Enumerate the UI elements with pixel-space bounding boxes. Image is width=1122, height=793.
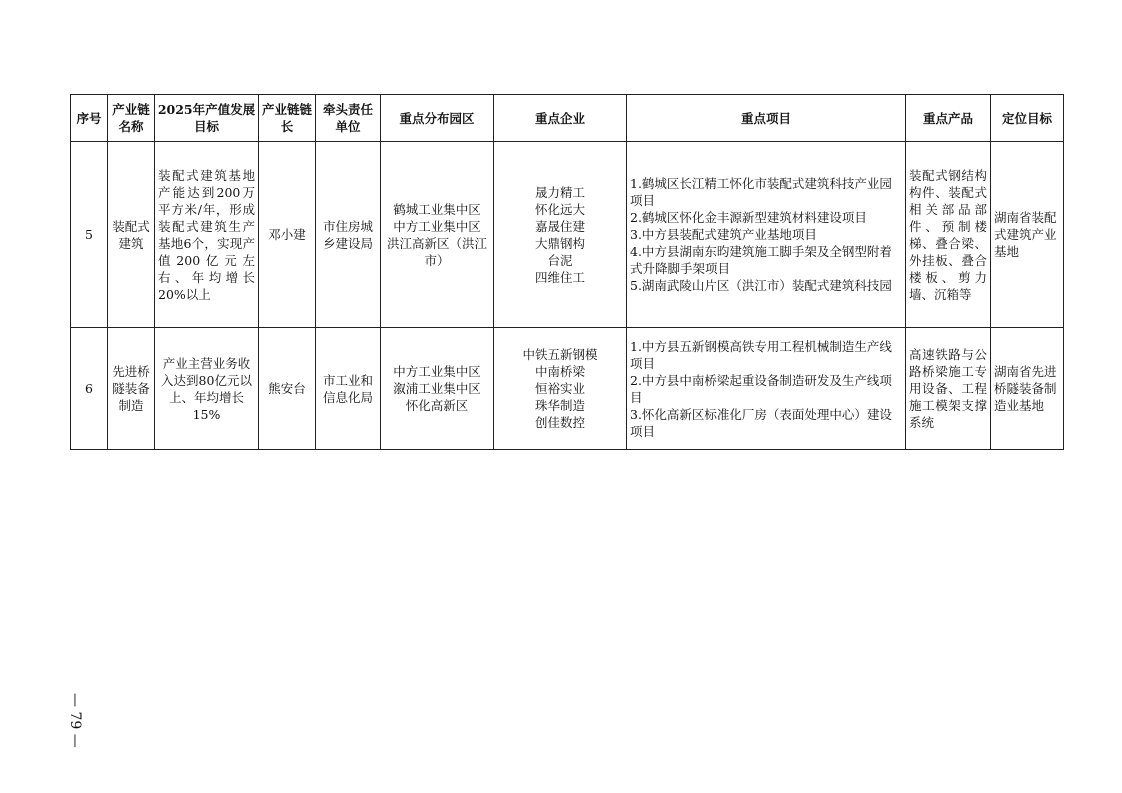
seq-cell: 6 bbox=[71, 328, 108, 450]
company-item: 大鼎钢构 bbox=[534, 235, 585, 251]
chain-name-cell: 先进桥隧装备制造 bbox=[108, 328, 155, 450]
products-cell: 高速铁路与公路桥梁施工专用设备、工程施工模架支撑系统 bbox=[906, 328, 991, 450]
park-item: 怀化高新区 bbox=[405, 398, 469, 413]
company-item: 嘉晟住建 bbox=[534, 218, 585, 234]
company-item: 创佳数控 bbox=[534, 415, 585, 430]
products-cell: 装配式钢结构构件、装配式相关部品部件、预制楼梯、叠合梁、外挂板、叠合楼板、剪力墙、沉箱等 bbox=[906, 142, 991, 328]
park-item: 洪江高新区（洪江市） bbox=[386, 235, 487, 268]
company-item: 中南桥梁 bbox=[534, 364, 585, 379]
project-item: 2.鹤城区怀化金丰源新型建筑材料建设项目 bbox=[630, 210, 867, 225]
header-parks: 重点分布园区 bbox=[381, 95, 494, 142]
project-item: 3.中方县装配式建筑产业基地项目 bbox=[630, 227, 817, 242]
parks-cell bbox=[381, 328, 494, 450]
header-companies: 重点企业 bbox=[494, 95, 627, 142]
company-item: 珠华制造 bbox=[534, 398, 585, 413]
company-item: 四维住工 bbox=[534, 269, 585, 285]
projects-cell bbox=[627, 142, 906, 328]
company-item: 晟力精工 bbox=[534, 184, 585, 200]
company-item: 恒裕实业 bbox=[534, 381, 585, 396]
project-item: 2.中方县中南桥梁起重设备制造研发及生产线项目 bbox=[630, 372, 892, 405]
header-row bbox=[71, 95, 1064, 142]
project-item: 1.中方县五新钢模高铁专用工程机械制造生产线项目 bbox=[630, 338, 892, 371]
seq-cell: 5 bbox=[71, 142, 108, 328]
header-projects: 重点项目 bbox=[627, 95, 906, 142]
parks-cell bbox=[381, 142, 494, 328]
company-item: 中铁五新钢模 bbox=[522, 347, 598, 362]
project-item: 3.怀化高新区标准化厂房（表面处理中心）建设项目 bbox=[630, 406, 892, 439]
project-item: 4.中方县湖南东昀建筑施工脚手架及全钢型附着式升降脚手架项目 bbox=[630, 244, 892, 276]
projects-cell bbox=[627, 328, 906, 450]
companies-cell bbox=[494, 328, 627, 450]
park-item: 溆浦工业集中区 bbox=[393, 381, 481, 396]
goal-cell: 湖南省装配式建筑产业基地 bbox=[991, 142, 1064, 328]
project-item: 5.湖南武陵山片区（洪江市）装配式建筑科技园 bbox=[630, 278, 892, 293]
companies-cell bbox=[494, 142, 627, 328]
header-seq: 序号 bbox=[71, 95, 108, 142]
company-item: 怀化远大 bbox=[534, 201, 585, 217]
page-number: — 79 — bbox=[67, 693, 83, 748]
industry-chain-table bbox=[70, 94, 1064, 450]
target-cell: 产业主营业务收入达到80亿元以上、年均增长15% bbox=[155, 328, 259, 450]
leader-cell: 熊安台 bbox=[259, 328, 316, 450]
header-products: 重点产品 bbox=[906, 95, 991, 142]
goal-cell: 湖南省先进桥隧装备制造业基地 bbox=[991, 328, 1064, 450]
unit-cell: 市工业和信息化局 bbox=[316, 328, 381, 450]
project-item: 1.鹤城区长江精工怀化市装配式建筑科技产业园项目 bbox=[630, 176, 892, 208]
leader-cell: 邓小建 bbox=[259, 142, 316, 328]
company-item: 台泥 bbox=[547, 252, 573, 268]
header-target: 2025年产值发展目标 bbox=[155, 95, 259, 142]
header-leader: 产业链链长 bbox=[259, 95, 316, 142]
target-cell: 装配式建筑基地产能达到200万平方米/年，形成装配式建筑生产基地6个，实现产值200亿元左右、年均增长20%以上 bbox=[155, 142, 259, 328]
unit-cell: 市住房城乡建设局 bbox=[316, 142, 381, 328]
park-item: 中方工业集中区 bbox=[393, 364, 481, 379]
table-row bbox=[71, 328, 1064, 450]
header-goal: 定位目标 bbox=[991, 95, 1064, 142]
park-item: 鹤城工业集中区 bbox=[393, 201, 481, 217]
park-item: 中方工业集中区 bbox=[393, 218, 481, 234]
header-chain: 产业链名称 bbox=[108, 95, 155, 142]
table-row bbox=[71, 142, 1064, 328]
header-unit: 牵头责任单位 bbox=[316, 95, 381, 142]
chain-name-cell: 装配式建筑 bbox=[108, 142, 155, 328]
